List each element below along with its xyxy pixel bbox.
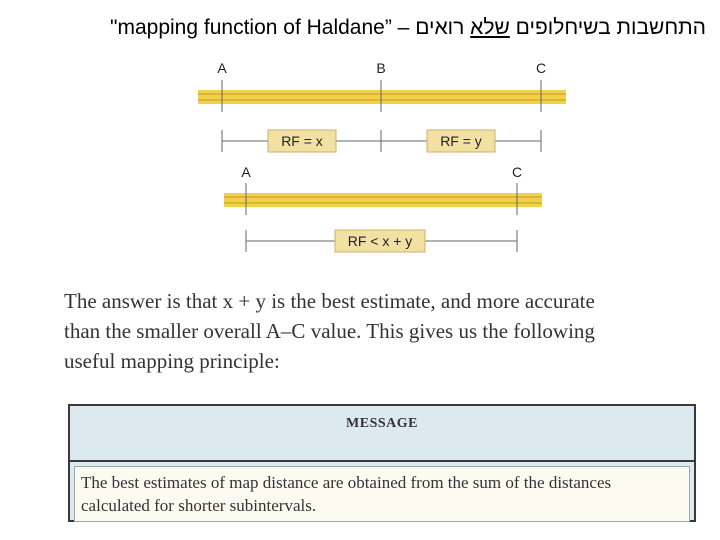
explanation-line-2: than the smaller overall A–C value. This gives us the following bbox=[64, 319, 595, 343]
top-chromosome-bar bbox=[198, 90, 566, 104]
rf-label-ac: RF < x + y bbox=[347, 233, 413, 249]
locus-label-b-top: B bbox=[376, 60, 386, 76]
title-hebrew-part2: רואים – bbox=[391, 16, 471, 39]
bottom-chromosome bbox=[224, 164, 542, 215]
title-hebrew-part1: התחשבות בשיחלופים bbox=[509, 16, 706, 39]
title-hebrew-underlined: שלא bbox=[470, 16, 510, 39]
rf-label-ab: RF = x bbox=[281, 133, 323, 149]
message-box bbox=[68, 404, 696, 522]
top-chromosome bbox=[198, 60, 566, 112]
locus-label-c-top: C bbox=[535, 60, 547, 76]
explanation-text bbox=[64, 286, 684, 376]
explanation-line-1: The answer is that x + y is the best estimate, and more accurate bbox=[64, 289, 595, 313]
locus-label-a-top: A bbox=[217, 60, 227, 76]
bottom-chromosome-bar bbox=[224, 193, 542, 207]
message-header: MESSAGE bbox=[70, 406, 694, 462]
rf-label-bc: RF = y bbox=[440, 133, 482, 149]
interval-row-bottom bbox=[246, 230, 517, 252]
interval-row-top bbox=[222, 130, 541, 152]
message-text: The best estimates of map distance are obtained from the sum of the distances calculated for shorter subintervals. bbox=[74, 466, 690, 522]
locus-label-a-bottom: A bbox=[241, 164, 251, 180]
locus-label-c-bottom: C bbox=[511, 164, 523, 180]
explanation-line-3: useful mapping principle: bbox=[64, 349, 280, 373]
title-english: "mapping function of Haldane” bbox=[110, 16, 392, 39]
